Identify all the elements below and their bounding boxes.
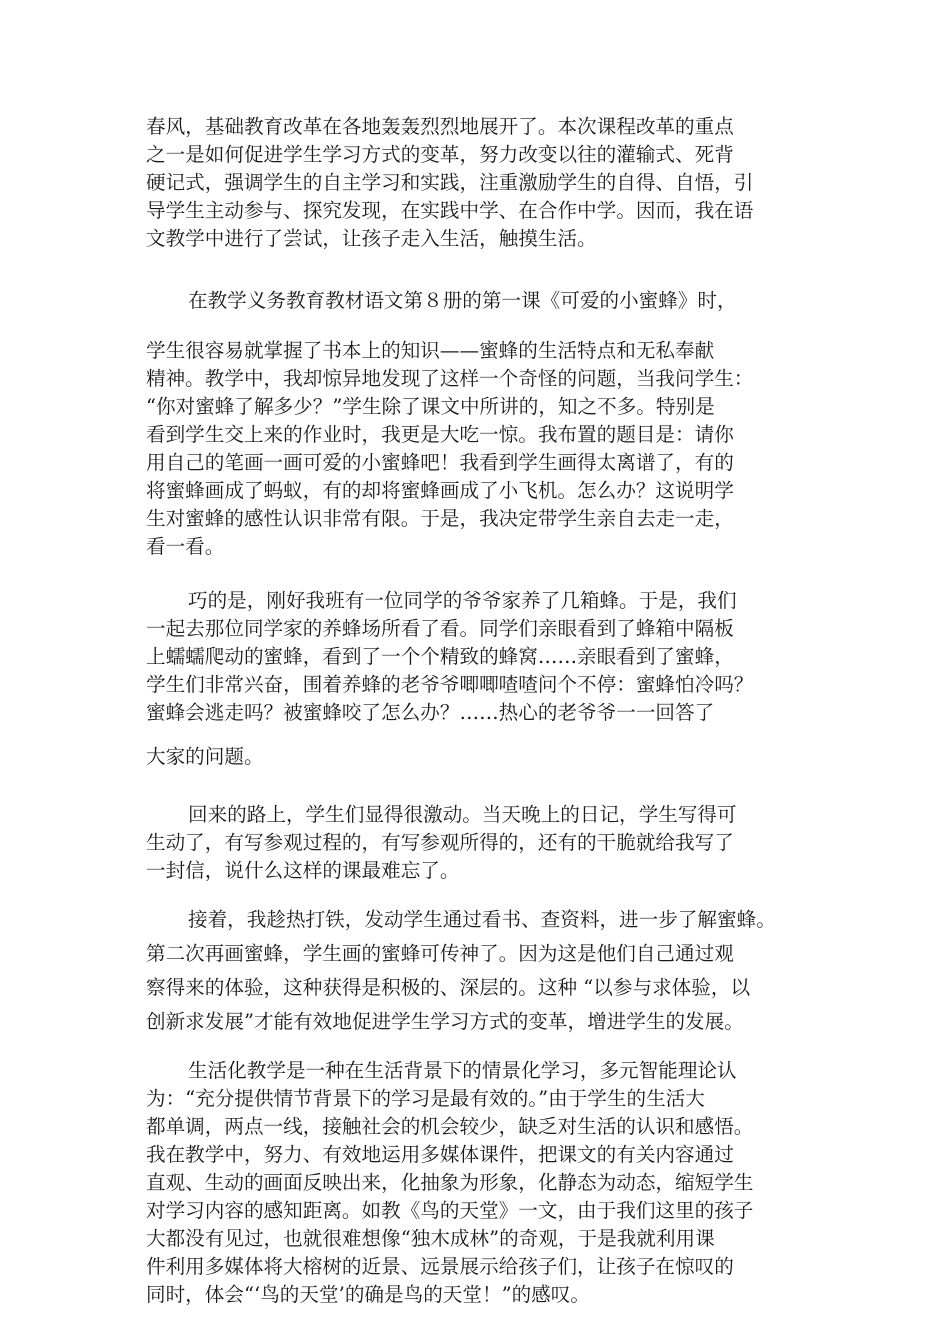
text-line: 对学习内容的感知距离。如教《鸟的天堂》一文，由于我们这里的孩子	[146, 1199, 754, 1222]
text-line: 学生们非常兴奋，围着养蜂的老爷爷唧唧喳喳问个不停：蜜蜂怕冷吗？	[146, 673, 754, 696]
paragraph-3	[146, 337, 826, 561]
text-line: 精神。教学中，我却惊异地发现了这样一个奇怪的问题，当我问学生：	[146, 367, 754, 390]
paragraph-7	[146, 903, 826, 1039]
text-line: 之一是如何促进学生学习方式的变革，努力改变以往的灌输式、死背	[146, 143, 734, 166]
text-line: 硬记式，强调学生的自主学习和实践，注重激励学生的自得、自悟，引	[146, 171, 754, 194]
paragraph-4	[146, 587, 826, 727]
paragraph-2	[146, 287, 826, 315]
text-line: 将蜜蜂画成了蚂蚁，有的却将蜜蜂画成了小飞机。怎么办？这说明学	[146, 479, 734, 502]
text-line: 生动了，有写参观过程的，有写参观所得的，还有的干脆就给我写了	[146, 831, 734, 854]
text-line: 生对蜜蜂的感性认识非常有限。于是，我决定带学生亲自去走一走，	[146, 507, 734, 530]
paragraph-1	[146, 113, 826, 253]
text-line: 回来的路上，学生们显得很激动。当天晚上的日记，学生写得可	[188, 803, 737, 826]
text-line: 大都没有见过，也就很难想像“独木成林”的奇观，于是我就利用课	[146, 1227, 715, 1250]
text-line: 看到学生交上来的作业时，我更是大吃一惊。我布置的题目是：请你	[146, 423, 734, 446]
text-line: 看一看。	[146, 535, 225, 558]
text-line: 直观、生动的画面反映出来，化抽象为形象，化静态为动态，缩短学生	[146, 1171, 754, 1194]
paragraph-5	[146, 743, 826, 771]
text-line: 文教学中进行了尝试，让孩子走入生活，触摸生活。	[146, 227, 597, 250]
text-line: 上蠕蠕爬动的蜜蜂，看到了一个个精致的蜂窝……亲眼看到了蜜蜂，	[146, 645, 734, 668]
text-line: 生活化教学是一种在生活背景下的情景化学习，多元智能理论认	[188, 1059, 737, 1082]
text-line: 接着，我趁热打铁，发动学生通过看书、查资料，进一步了解蜜蜂。	[188, 908, 776, 931]
text-line: 春风，基础教育改革在各地轰轰烈烈地展开了。本次课程改革的重点	[146, 115, 734, 138]
text-line: “你对蜜蜂了解多少？”学生除了课文中所讲的，知之不多。特别是	[146, 395, 715, 418]
text-line: 蜜蜂会逃走吗？被蜜蜂咬了怎么办？……热心的老爷爷一一回答了	[146, 701, 715, 724]
text-line: 创新求发展”才能有效地促进学生学习方式的变革，增进学生的发展。	[146, 1010, 744, 1033]
paragraph-6	[146, 801, 826, 885]
text-line: 一起去那位同学家的养蜂场所看了看。同学们亲眼看到了蜂箱中隔板	[146, 617, 734, 640]
text-line: 在教学义务教育教材语文第８册的第一课《可爱的小蜜蜂》时，	[188, 289, 737, 312]
paragraph-8	[146, 1057, 826, 1309]
text-line: 第二次再画蜜蜂，学生画的蜜蜂可传神了。因为这是他们自己通过观	[146, 942, 734, 965]
text-line: 都单调，两点一线，接触社会的机会较少，缺乏对生活的认识和感悟。	[146, 1115, 754, 1138]
text-line: 学生很容易就掌握了书本上的知识——蜜蜂的生活特点和无私奉献	[146, 339, 715, 362]
document-page	[146, 113, 826, 1309]
text-line: 为：“充分提供情节背景下的学习是最有效的。”由于学生的生活大	[146, 1087, 705, 1110]
text-line: 一封信，说什么这样的课最难忘了。	[146, 859, 460, 882]
text-line: 导学生主动参与、探究发现，在实践中学、在合作中学。因而，我在语	[146, 199, 754, 222]
text-line: 巧的是，刚好我班有一位同学的爷爷家养了几箱蜂。于是，我们	[188, 589, 737, 612]
text-line: 我在教学中，努力、有效地运用多媒体课件，把课文的有关内容通过	[146, 1143, 734, 1166]
text-line: 察得来的体验，这种获得是积极的、深层的。这种 “以参与求体验，以	[146, 976, 751, 999]
text-line: 大家的问题。	[146, 745, 264, 768]
text-line: 用自己的笔画一画可爱的小蜜蜂吧！我看到学生画得太离谱了，有的	[146, 451, 734, 474]
text-line: 件利用多媒体将大榕树的近景、远景展示给孩子们，让孩子在惊叹的	[146, 1255, 734, 1278]
text-line: 同时，体会“‘鸟的天堂’的确是鸟的天堂！”的感叹。	[146, 1283, 590, 1306]
